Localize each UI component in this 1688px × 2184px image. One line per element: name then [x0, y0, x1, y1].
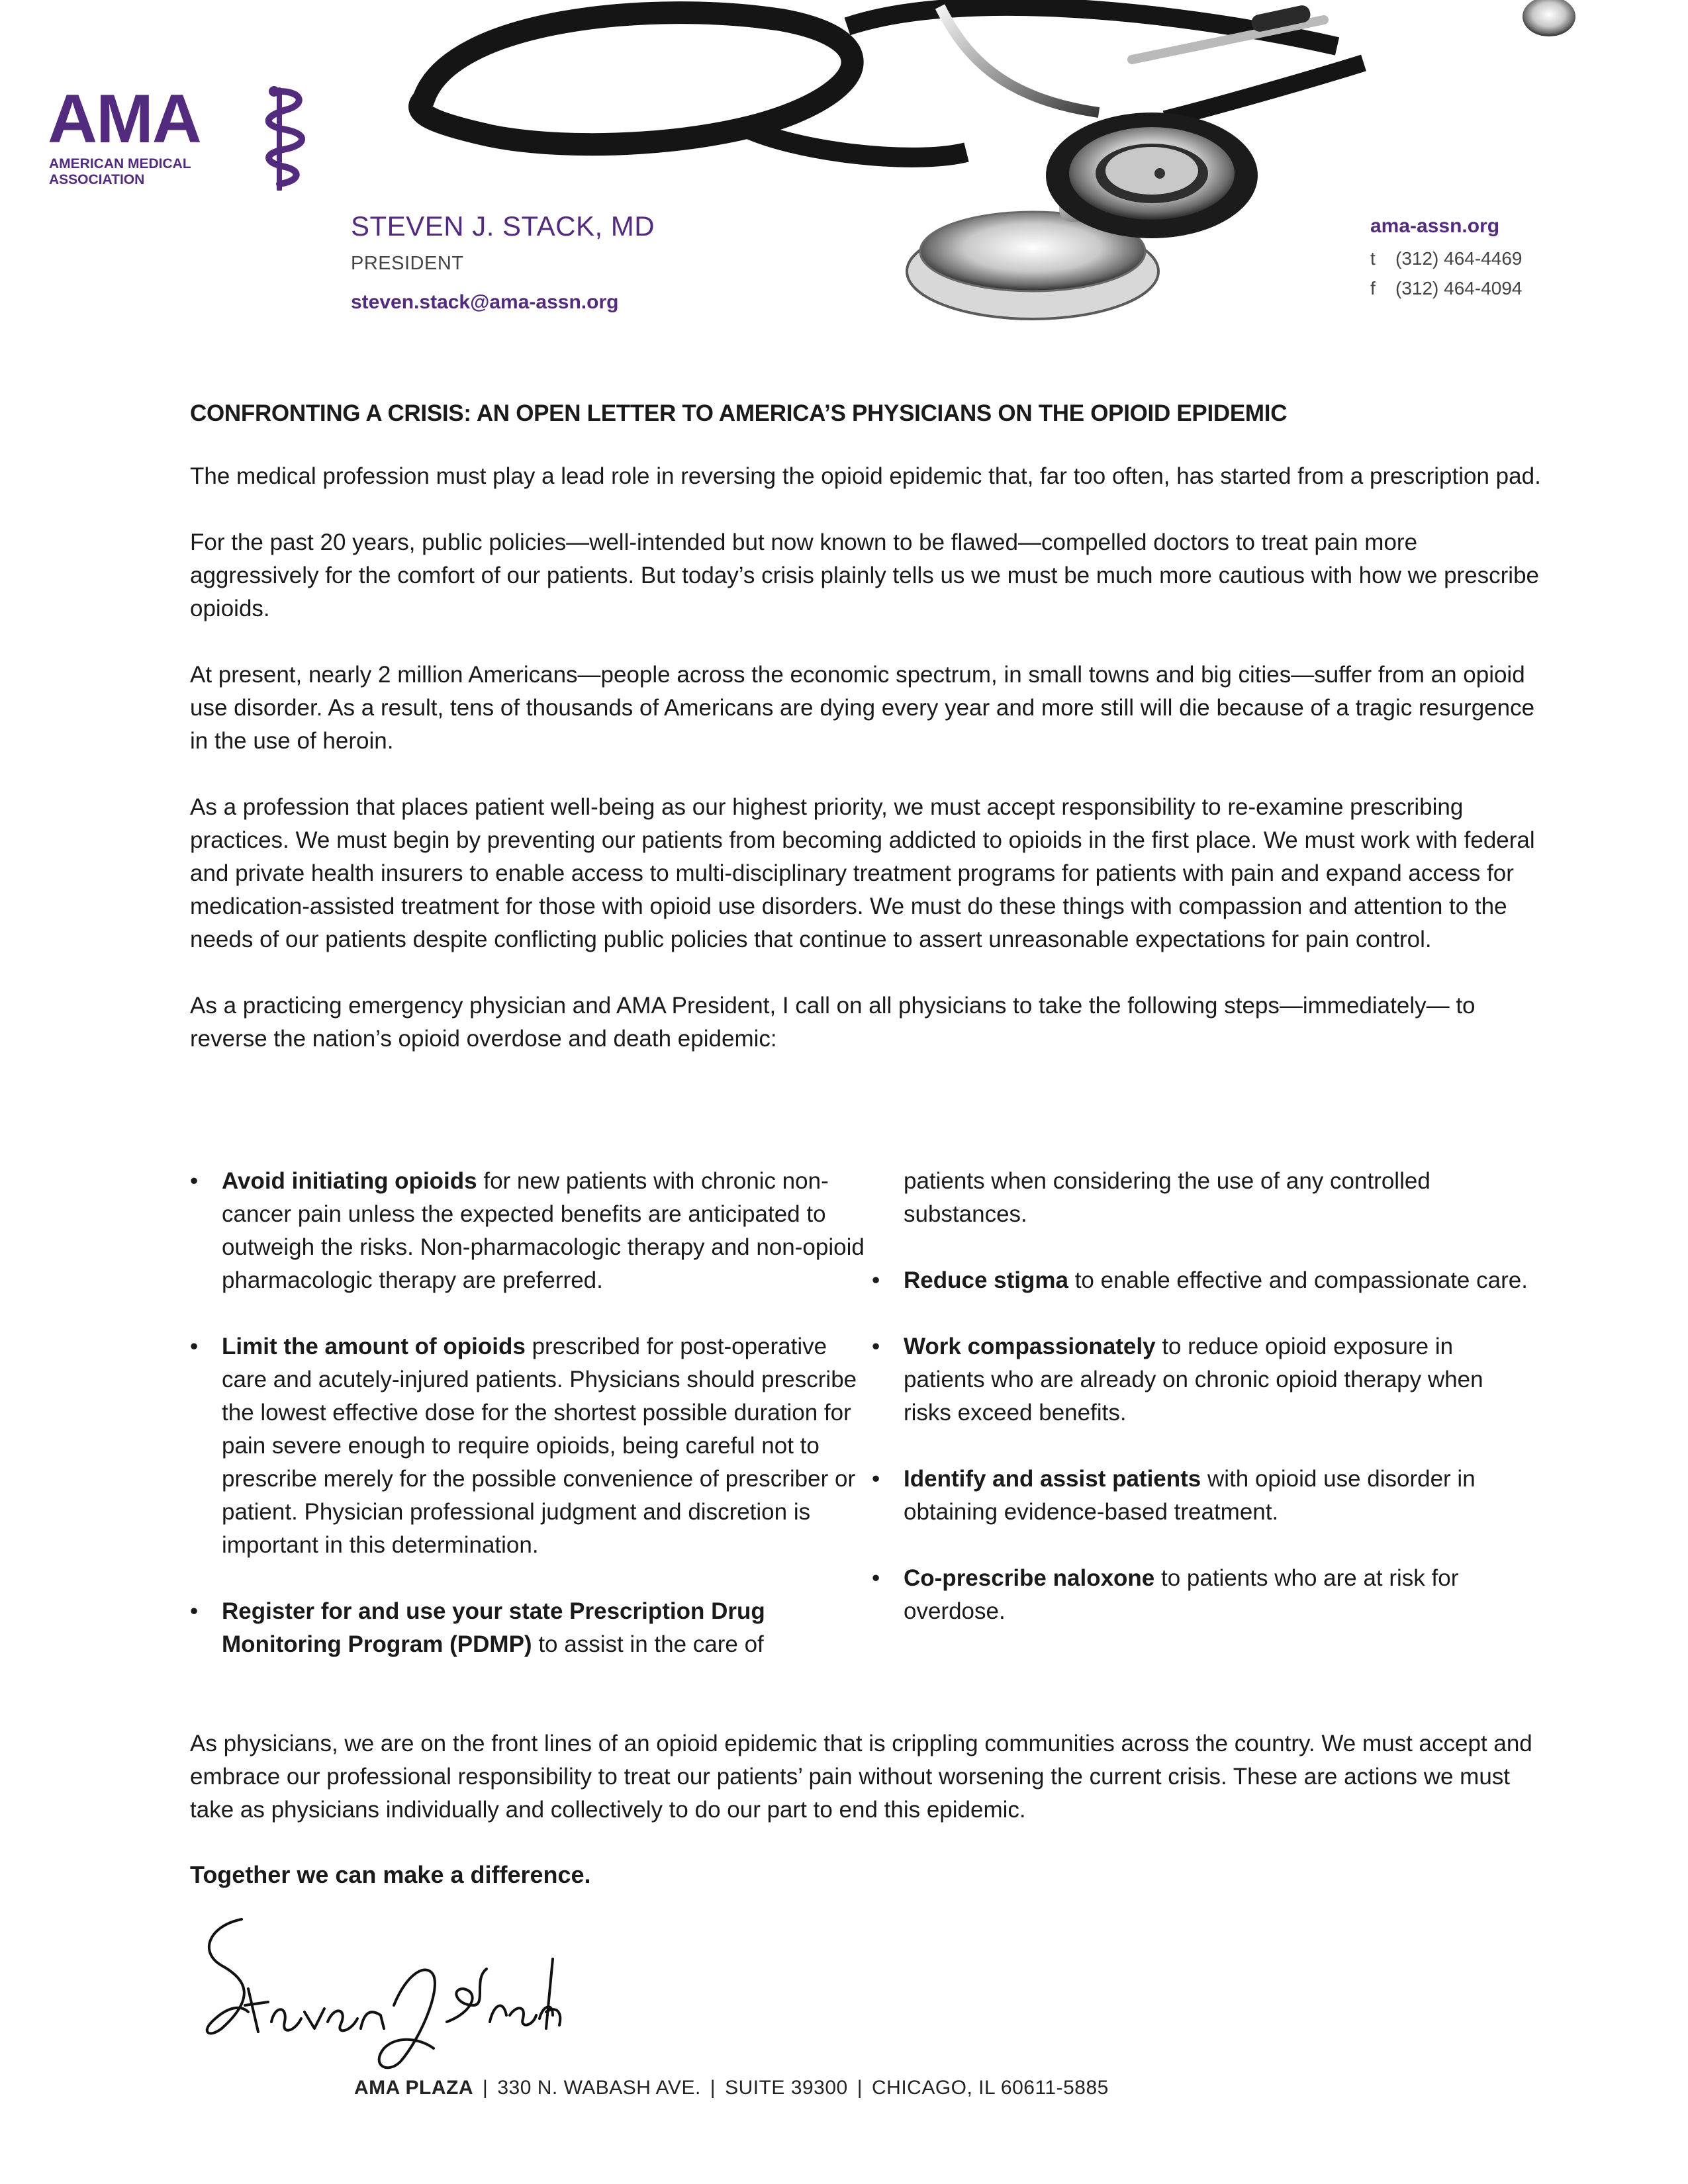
step-text: for new patients with chronic non-cancer pain unless the expected benefits are anticipated to outweigh the risks. Non-pharmacologic therapy and non-opioid pharmacologic therapy are preferred.: [222, 1168, 865, 1293]
step-text: prescribed for post-operative care and acutely-injured patients. Physicians should prescribe the lowest effective dose for the shortest possible duration for pain severe enough to require opioids, being careful not to prescribe merely for the possible convenience of prescriber or patient. Physician professional judgment and discretion is important in this determination.: [222, 1334, 857, 1558]
logo-subtitle-line1: AMERICAN MEDICAL: [49, 156, 191, 171]
handwritten-signature: [195, 1906, 566, 2071]
letter-headline: CONFRONTING A CRISIS: AN OPEN LETTER TO AMERICA’S PHYSICIANS ON THE OPIOID EPIDEMIC: [190, 400, 1288, 426]
letter-body: [190, 400, 1547, 1089]
ama-logo: [48, 81, 299, 197]
logo-letters: AMA: [48, 81, 201, 158]
step-emphasis: Identify and assist patients: [904, 1466, 1201, 1492]
bullet-marker: •: [190, 1598, 199, 1624]
footer-suite: SUITE 39300: [725, 2077, 848, 2099]
step-text: to enable effective and compassionate care.: [1068, 1267, 1528, 1293]
fax-line: [1370, 278, 1522, 299]
step-emphasis: Reduce stigma: [904, 1267, 1068, 1293]
sender-name: STEVEN J. STACK, MD: [351, 210, 655, 242]
bullet-marker: •: [190, 1334, 199, 1359]
paragraph: As a profession that places patient well-being as our highest priority, we must accept responsibility to re-examine prescribing practices. We must begin by preventing our patients from becoming addicted to opioids in the first place. We must work with federal and private health insurers to enable access to multi-disciplinary treatment programs for patients with pain and expand access for medication-assisted treatment for those with opioid use disorders. We must do these things with compassion and attention to the needs of our patients despite conflicting public policies that continue to assert unreasonable expectations for pain control.: [190, 794, 1535, 952]
paragraph: As a practicing emergency physician and AMA President, I call on all physicians to take the following steps—immediately— to reverse the nation’s opioid overdose and death epidemic:: [190, 993, 1476, 1052]
footer-address: [354, 2077, 1109, 2099]
step-text: with opioid use disorder in obtaining evidence-based treatment.: [904, 1466, 1476, 1525]
website-link[interactable]: ama-assn.org: [1370, 215, 1500, 237]
fax-label: f: [1370, 278, 1376, 298]
footer-separator: |: [710, 2077, 716, 2099]
footer-plaza: AMA PLAZA: [354, 2077, 474, 2099]
logo-subtitle-line2: ASSOCIATION: [49, 171, 145, 187]
list-item: [872, 1330, 1534, 1430]
bullet-marker: •: [872, 1334, 880, 1359]
step-emphasis: Work compassionately: [904, 1334, 1156, 1359]
staff-of-aesculapius-icon: [240, 85, 332, 191]
phone-label: t: [1370, 248, 1376, 269]
phone-line: [1370, 248, 1522, 269]
list-item: [190, 1595, 865, 1661]
bullet-marker: •: [190, 1168, 199, 1194]
step-text: to assist in the care of: [532, 1631, 764, 1657]
list-item: [872, 1463, 1534, 1529]
footer-separator: |: [857, 2077, 863, 2099]
bullet-marker: •: [872, 1565, 880, 1591]
footer-street: 330 N. WABASH AVE.: [497, 2077, 701, 2099]
list-item: [872, 1264, 1534, 1297]
logo-subtitle: [49, 156, 221, 187]
paragraph: The medical profession must play a lead role in reversing the opioid epidemic that, far too often, has started from a prescription pad.: [190, 463, 1541, 489]
bullet-marker: •: [872, 1267, 880, 1293]
step-emphasis: Register for and use your state Prescription Drug Monitoring Program (PDMP): [222, 1598, 765, 1657]
paragraph: At present, nearly 2 million Americans—people across the economic spectrum, in small towns and big cities—suffer from an opioid use disorder. As a result, tens of thousands of Americans are dying every year and more still will die because of a tragic resurgence in the use of heroin.: [190, 662, 1535, 754]
phone-number: (312) 464-4469: [1395, 248, 1523, 269]
bullet-marker: •: [872, 1466, 880, 1492]
action-steps-list: [190, 1165, 1547, 1694]
step-emphasis: Co-prescribe naloxone: [904, 1565, 1155, 1591]
closing-tagline: Together we can make a difference.: [190, 1861, 591, 1888]
step-emphasis: Avoid initiating opioids: [222, 1168, 477, 1194]
steps-column-right: [872, 1165, 1534, 1661]
step-text: to reduce opioid exposure in patients who are already on chronic opioid therapy when risks exceed benefits.: [904, 1334, 1483, 1426]
paragraph: For the past 20 years, public policies—well-intended but now known to be flawed—compelled doctors to treat pain more aggressively for the comfort of our patients. But today’s crisis plainly tells us we must be much more cautious with how we prescribe opioids.: [190, 529, 1540, 621]
footer-city: CHICAGO, IL 60611-5885: [872, 2077, 1109, 2099]
list-item: [190, 1330, 865, 1562]
list-item: [872, 1562, 1534, 1628]
closing-paragraph: As physicians, we are on the front lines of an opioid epidemic that is crippling communities across the country. We must accept and embrace our professional responsibility to treat our patients’ pain without worsening the current crisis. These are actions we must take as physicians individually and collectively to do our part to end this epidemic.: [190, 1731, 1532, 1823]
step-text: to patients who are at risk for overdose.: [904, 1565, 1459, 1624]
list-item: [190, 1165, 865, 1297]
fax-number: (312) 464-4094: [1395, 278, 1523, 298]
list-item-continuation: patients when considering the use of any controlled substances.: [904, 1168, 1430, 1227]
sender-email-link[interactable]: steven.stack@ama-assn.org: [351, 291, 619, 313]
footer-separator: |: [483, 2077, 489, 2099]
sender-title: PRESIDENT: [351, 253, 464, 274]
step-emphasis: Limit the amount of opioids: [222, 1334, 526, 1359]
steps-column-left: [190, 1165, 865, 1694]
